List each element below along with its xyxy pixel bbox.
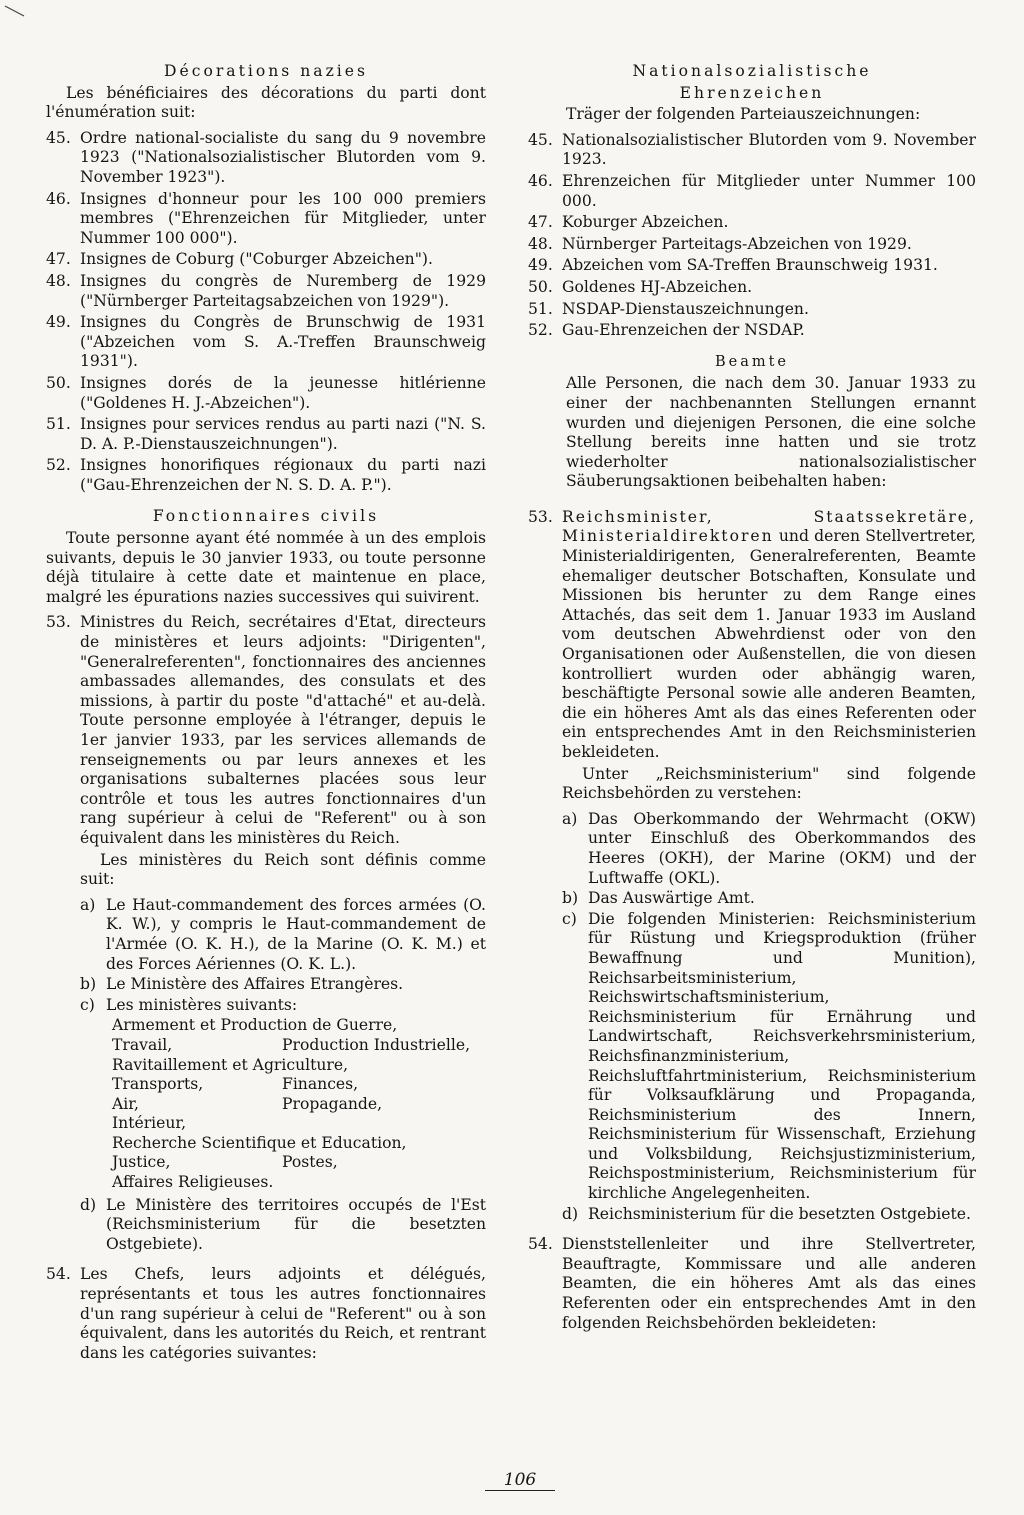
sub-letter: a) <box>80 895 96 914</box>
sub-text: Das Auswärtige Amt. <box>588 889 755 908</box>
ministry-entry: Intérieur, <box>112 1114 187 1133</box>
item-text: und deren Stellvertreter, Ministerialdirigenten, Generalreferenten, Beamte ehemaliger deutscher Botschaften, Konsulate und Missionen bis herunter zu dem Range eines Attachés, das seit dem 1. Januar 1933 im Ausland vom deutschen Abwehrdienst oder von den Organisationen oder Außenstellen, die von diesen kontrolliert wurden oder abhängig waren, beschäftigte Personal sowie alle anderen Beamten, die ein höheres Amt als das eines Referenten oder ein entsprechendes Amt in den Reichsministerien bekleideten. <box>562 527 976 761</box>
ministries-list <box>46 1016 486 1192</box>
item-text: Insignes honorifiques régionaux du parti nazi ("Gau-Ehrenzeichen der N. S. D. A. P."). <box>80 456 486 494</box>
intro-paragraph: Träger der folgenden Parteiauszeichnungen: <box>566 105 921 124</box>
ministry-entry: Propagande, <box>282 1094 383 1113</box>
item-number: 50. <box>46 373 71 392</box>
item-number: 49. <box>46 313 71 332</box>
item-number: 46. <box>46 189 71 208</box>
item-number: 45. <box>528 130 553 149</box>
item-text: Nürnberger Parteitags-Abzeichen von 1929. <box>562 234 912 253</box>
item-text: Insignes dorés de la jeunesse hitlérienne ("Goldenes H. J.-Abzeichen"). <box>80 373 486 412</box>
sub-item <box>528 889 976 909</box>
item-number: 47. <box>46 250 71 269</box>
list-item <box>528 321 976 341</box>
list-item <box>528 278 976 298</box>
ministry-entry: Affaires Religieuses. <box>112 1173 274 1192</box>
item-text: Insignes de Coburg ("Coburger Abzeichen"). <box>80 250 433 269</box>
item-number: 53. <box>528 507 553 526</box>
sub-item <box>46 1196 486 1255</box>
item-text: NSDAP-Dienstauszeichnungen. <box>562 299 809 318</box>
list-item <box>528 131 976 170</box>
ministry-entry: Postes, <box>282 1153 338 1172</box>
list-item <box>46 613 486 848</box>
item-number: 53. <box>46 613 71 632</box>
ministry-entry: Justice, <box>112 1153 171 1172</box>
sub-letter: b) <box>80 975 97 994</box>
list-item <box>528 213 976 233</box>
list-item <box>46 129 486 188</box>
scan-mark-icon <box>4 4 26 18</box>
ministry-entry: Production Industrielle, <box>282 1035 471 1054</box>
item-number: 54. <box>46 1265 71 1284</box>
sub-item <box>528 810 976 888</box>
sub-letter: d) <box>80 1195 97 1214</box>
page-number-text: 106 <box>503 1470 537 1490</box>
item-lead: Reichsminister, Staatssekretäre, Ministerialdirektoren <box>562 507 976 546</box>
item-number: 52. <box>46 456 71 475</box>
item-53-body <box>562 508 976 763</box>
sub-letter: d) <box>562 1204 579 1223</box>
ministry-entry: Recherche Scientifique et Education, <box>112 1133 407 1152</box>
list-item <box>528 300 976 320</box>
section-heading: Fonctionnaires civils <box>152 507 380 526</box>
ministry-entry: Transports, <box>112 1075 204 1094</box>
sub-text: Reichsministerium für die besetzten Ostgebiete. <box>588 1204 971 1223</box>
item-text: Les Chefs, leurs adjoints et délégués, représentants et tous les autres fonctionnaires d'un rang supérieur à celui de "Referent" ou à son équivalent, dans les autorités du Reich, et rentrant dans les catégories suivantes: <box>80 1265 486 1362</box>
sub-text: Le Ministère des Affaires Etrangères. <box>106 975 404 994</box>
sub-text: Le Haut-commandement des forces armées (O. K. W.), y compris le Haut-commandement de l'Armée (O. K. H.), de la Marine (O. K. M.) et des Forces Aériennes (O. K. L.). <box>106 895 486 973</box>
left-column <box>46 62 486 1365</box>
list-item <box>46 272 486 311</box>
right-column <box>528 62 976 1335</box>
item-number: 49. <box>528 256 553 275</box>
item-number: 45. <box>46 128 71 147</box>
sub-item <box>528 1205 976 1225</box>
list-item <box>46 415 486 454</box>
list-item <box>46 456 486 495</box>
item-text: Insignes pour services rendus au parti nazi ("N. S. D. A. P.-Dienstauszeichnungen"). <box>80 415 486 453</box>
list-item <box>528 235 976 255</box>
item-number: 51. <box>528 299 553 318</box>
sub-text: Die folgenden Ministerien: Reichsministerium für Rüstung und Kriegsproduktion (früher Bewaffnung und Munition), Reichsarbeitsministerium, Reichswirtschaftsministerium, Reichsministerium für Ernährung und Landwirtschaft, Reichsverkehrsministerium, Reichsfinanzministerium, Reichsluftfahrtministerium, Reichsministerium für Volksaufklärung und Propaganda, Reichsministerium des Innern, Reichsministerium für Wissenschaft, Erziehung und Volksbildung, Reichsjustizministerium, Reichspostministerium, Reichsministerium für kirchliche Angelegenheiten. <box>588 909 976 1203</box>
item-number: 54. <box>528 1235 553 1254</box>
ministry-entry: Air, <box>112 1094 139 1113</box>
ministry-entry: Travail, <box>112 1035 173 1054</box>
list-item <box>46 313 486 372</box>
item-text: Dienststellenleiter und ihre Stellvertreter, Beauftragte, Kommissare und alle anderen Beamten, die ein höheres Amt als das eines Referenten oder ein entsprechendes Amt in den folgenden Reichsbehörden bekleideten: <box>562 1235 976 1332</box>
list-item <box>46 1265 486 1363</box>
item-text: Gau-Ehrenzeichen der NSDAP. <box>562 321 805 340</box>
item-text: Insignes du congrès de Nuremberg de 1929 ("Nürnberger Parteitagsabzeichen von 1929"). <box>80 271 486 310</box>
item-number: 52. <box>528 321 553 340</box>
sub-letter: a) <box>562 809 578 828</box>
body-paragraph: Unter „Reichsministerium" sind folgende Reichsbehörden zu verstehen: <box>562 764 976 803</box>
ministry-entry: Armement et Production de Guerre, <box>112 1016 398 1035</box>
list-item <box>528 1235 976 1333</box>
section-heading: Nationalsozialistische <box>632 62 872 80</box>
sub-letter: c) <box>562 909 577 928</box>
section-heading: Ehrenzeichen <box>679 83 825 102</box>
sub-item <box>46 975 486 995</box>
intro-paragraph: Les bénéficiaires des décorations du parti dont l'énumération suit: <box>46 83 486 122</box>
body-paragraph: Toute personne ayant été nommée à un des emplois suivants, depuis le 30 janvier 1933, ou toute personne déjà titulaire à cette date et maintenue en place, malgré les épurations nazies successives qui suivirent. <box>46 529 486 606</box>
body-paragraph: Alle Personen, die nach dem 30. Januar 1933 zu einer der nachbenannten Stellungen ernannt wurden und diejenigen Personen, die eine solche Stellung bereits inne hatten und sie trotz wiederholter nationalsozialistischer Säuberungsaktionen beibehalten haben: <box>566 374 976 491</box>
item-text: Nationalsozialistischer Blutorden vom 9. November 1923. <box>562 130 976 169</box>
body-paragraph: Les ministères du Reich sont définis comme suit: <box>80 850 486 889</box>
sub-text: Das Oberkommando der Wehrmacht (OKW) unter Einschluß des Oberkommandos des Heeres (OKH), der Marine (OKM) und der Luftwaffe (OKL). <box>588 809 976 887</box>
ministry-entry: Ravitaillement et Agriculture, <box>112 1055 349 1074</box>
list-item <box>46 190 486 249</box>
item-number: 47. <box>528 213 553 232</box>
item-text: Goldenes HJ-Abzeichen. <box>562 277 753 296</box>
sub-text: Le Ministère des territoires occupés de l'Est (Reichsministerium für die besetzten Ostgebiete). <box>106 1195 486 1253</box>
item-text: Ehrenzeichen für Mitglieder unter Nummer 100 000. <box>562 171 976 210</box>
list-item <box>46 374 486 413</box>
sub-item <box>46 896 486 974</box>
sub-item <box>528 910 976 1204</box>
section-heading: Beamte <box>714 353 790 370</box>
ministry-entry: Finances, <box>282 1075 359 1094</box>
sub-item <box>46 996 486 1016</box>
item-number: 50. <box>528 277 553 296</box>
item-text: Insignes du Congrès de Brunschwig de 1931 ("Abzeichen vom S. A.-Treffen Braunschweig 1931"). <box>80 313 486 371</box>
page-number-underline <box>485 1490 555 1491</box>
list-item <box>528 508 976 763</box>
sub-letter: c) <box>80 995 95 1014</box>
page-number <box>470 1470 570 1491</box>
item-text: Abzeichen vom SA-Treffen Braunschweig 1931. <box>562 256 938 275</box>
item-number: 51. <box>46 415 71 434</box>
list-item <box>528 172 976 211</box>
sub-letter: b) <box>562 889 579 908</box>
list-item <box>528 256 976 276</box>
item-text: Ministres du Reich, secrétaires d'Etat, directeurs de ministères et leurs adjoints: "Dirigenten", "Generalreferenten", fonctionnaires des anciennes ambassades allemandes, des consulats et des missions, à partir du poste "d'attaché" et au-delà. Toute personne employée à l'étranger, depuis le 1er janvier 1933, par les services allemands de renseignements ou par leurs annexes et les organisations subalternes placées sous leur contrôle et tous les autres fonctionnaires d'un rang supérieur à celui de "Referent" ou à son équivalent dans les ministères du Reich. <box>80 613 486 847</box>
list-item <box>46 250 486 270</box>
item-number: 48. <box>528 234 553 253</box>
item-text: Koburger Abzeichen. <box>562 213 729 232</box>
sub-text: Les ministères suivants: <box>106 995 298 1014</box>
item-text: Insignes d'honneur pour les 100 000 premiers membres ("Ehrenzeichen für Mitglieder, unter Nummer 100 000"). <box>80 189 486 247</box>
item-number: 48. <box>46 271 71 290</box>
item-number: 46. <box>528 171 553 190</box>
section-heading: Décorations nazies <box>163 62 369 80</box>
item-text: Ordre national-socialiste du sang du 9 novembre 1923 ("Nationalsozialistischer Blutorden vom 9. November 1923"). <box>80 128 486 186</box>
